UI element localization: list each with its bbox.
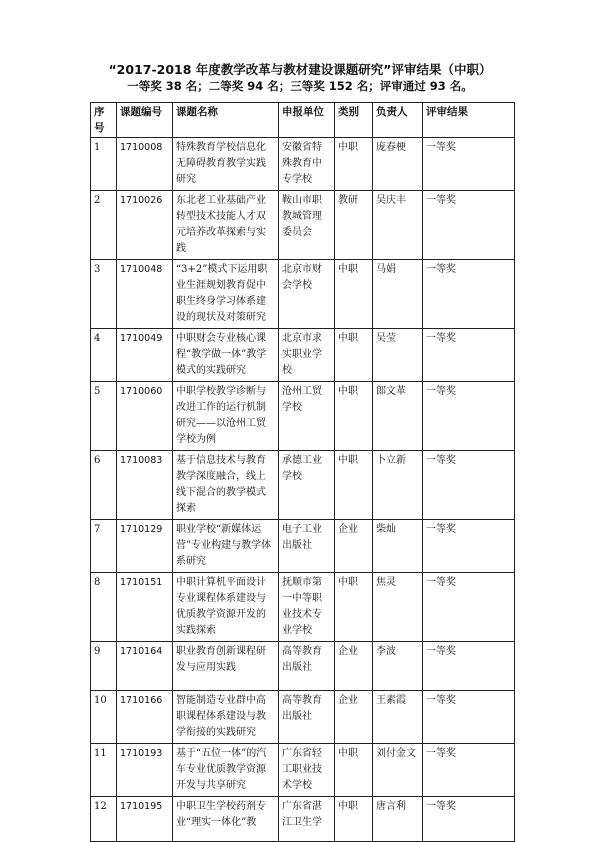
cell-leader: 刘付金文 bbox=[373, 744, 423, 797]
cell-code: 1710008 bbox=[117, 138, 173, 191]
cell-title: 特殊教育学校信息化无障碍教育教学实践研究 bbox=[173, 138, 279, 191]
cell-no: 9 bbox=[91, 642, 117, 691]
cell-unit: 高等教育出版社 bbox=[279, 691, 335, 744]
cell-code: 1710049 bbox=[117, 329, 173, 382]
cell-result: 一等奖 bbox=[423, 744, 515, 797]
table-row bbox=[91, 451, 515, 520]
cell-title: 基于信息技术与教育教学深度融合，线上线下混合的教学模式探索 bbox=[173, 451, 279, 520]
cell-leader: 王素霞 bbox=[373, 691, 423, 744]
cell-leader: 吴庆丰 bbox=[373, 191, 423, 260]
cell-result: 一等奖 bbox=[423, 520, 515, 573]
cell-result: 一等奖 bbox=[423, 797, 515, 842]
cell-leader: 郎文革 bbox=[373, 382, 423, 451]
cell-leader: 吴莹 bbox=[373, 329, 423, 382]
header-leader: 负责人 bbox=[373, 103, 423, 138]
cell-category: 中职 bbox=[335, 260, 373, 329]
cell-unit: 北京市求实职业学校 bbox=[279, 329, 335, 382]
cell-unit: 北京市财会学校 bbox=[279, 260, 335, 329]
table-row bbox=[91, 382, 515, 451]
cell-category: 中职 bbox=[335, 744, 373, 797]
cell-title: 中职卫生学校药剂专业“理实一体化”教 bbox=[173, 797, 279, 842]
table-row bbox=[91, 573, 515, 642]
cell-no: 3 bbox=[91, 260, 117, 329]
cell-code: 1710166 bbox=[117, 691, 173, 744]
cell-category: 中职 bbox=[335, 451, 373, 520]
cell-code: 1710083 bbox=[117, 451, 173, 520]
cell-leader: 卜立新 bbox=[373, 451, 423, 520]
cell-title: 职业教育创新课程研发与应用实践 bbox=[173, 642, 279, 691]
cell-no: 11 bbox=[91, 744, 117, 797]
cell-no: 12 bbox=[91, 797, 117, 842]
cell-code: 1710151 bbox=[117, 573, 173, 642]
cell-result: 一等奖 bbox=[423, 451, 515, 520]
header-code: 课题编号 bbox=[117, 103, 173, 138]
table-row bbox=[91, 191, 515, 260]
cell-code: 1710195 bbox=[117, 797, 173, 842]
cell-result: 一等奖 bbox=[423, 642, 515, 691]
table-row bbox=[91, 329, 515, 382]
cell-code: 1710060 bbox=[117, 382, 173, 451]
cell-no: 10 bbox=[91, 691, 117, 744]
table-header-row bbox=[91, 103, 515, 138]
cell-result: 一等奖 bbox=[423, 691, 515, 744]
table-row bbox=[91, 642, 515, 691]
cell-no: 1 bbox=[91, 138, 117, 191]
cell-leader: 焦灵 bbox=[373, 573, 423, 642]
cell-unit: 电子工业出版社 bbox=[279, 520, 335, 573]
cell-title: 中职计算机平面设计专业课程体系建设与优质教学资源开发的实践探索 bbox=[173, 573, 279, 642]
cell-category: 中职 bbox=[335, 329, 373, 382]
cell-title: 中职财会专业核心课程“教学做一体”教学模式的实践研究 bbox=[173, 329, 279, 382]
cell-category: 企业 bbox=[335, 691, 373, 744]
table-row bbox=[91, 260, 515, 329]
header-result: 评审结果 bbox=[423, 103, 515, 138]
cell-no: 7 bbox=[91, 520, 117, 573]
cell-leader: 唐言利 bbox=[373, 797, 423, 842]
cell-unit: 鞍山市职教城管理委员会 bbox=[279, 191, 335, 260]
table-row bbox=[91, 744, 515, 797]
cell-code: 1710164 bbox=[117, 642, 173, 691]
table-row bbox=[91, 138, 515, 191]
cell-category: 中职 bbox=[335, 573, 373, 642]
cell-result: 一等奖 bbox=[423, 573, 515, 642]
cell-unit: 抚顺市第一中等职业技术专业学校 bbox=[279, 573, 335, 642]
cell-no: 6 bbox=[91, 451, 117, 520]
table-row bbox=[91, 691, 515, 744]
header-unit: 申报单位 bbox=[279, 103, 335, 138]
cell-title: 基于“五位一体”的汽车专业优质教学资源开发与共享研究 bbox=[173, 744, 279, 797]
cell-code: 1710048 bbox=[117, 260, 173, 329]
cell-unit: 广东省湛江卫生学 bbox=[279, 797, 335, 842]
cell-code: 1710026 bbox=[117, 191, 173, 260]
cell-leader: 李波 bbox=[373, 642, 423, 691]
header-no: 序号 bbox=[91, 103, 117, 138]
cell-result: 一等奖 bbox=[423, 260, 515, 329]
cell-result: 一等奖 bbox=[423, 191, 515, 260]
cell-no: 8 bbox=[91, 573, 117, 642]
cell-title: 职业学校“新媒体运营”专业构建与教学体系研究 bbox=[173, 520, 279, 573]
cell-no: 4 bbox=[91, 329, 117, 382]
cell-leader: 马娟 bbox=[373, 260, 423, 329]
cell-title: 东北老工业基础产业转型技术技能人才双元培养改革探索与实践 bbox=[173, 191, 279, 260]
cell-unit: 高等教育出版社 bbox=[279, 642, 335, 691]
cell-code: 1710193 bbox=[117, 744, 173, 797]
cell-category: 中职 bbox=[335, 382, 373, 451]
cell-unit: 广东省轻工职业技术学校 bbox=[279, 744, 335, 797]
cell-unit: 承德工业学校 bbox=[279, 451, 335, 520]
cell-title: 中职学校教学诊断与改进工作的运行机制研究——以沧州工贸学校为例 bbox=[173, 382, 279, 451]
document-subtitle: 一等奖 38 名；二等奖 94 名；三等奖 152 名；评审通过 93 名。 bbox=[127, 79, 473, 93]
cell-category: 企业 bbox=[335, 520, 373, 573]
cell-category: 中职 bbox=[335, 138, 373, 191]
cell-unit: 沧州工贸学校 bbox=[279, 382, 335, 451]
cell-unit: 安徽省特殊教育中专学校 bbox=[279, 138, 335, 191]
cell-result: 一等奖 bbox=[423, 329, 515, 382]
cell-category: 中职 bbox=[335, 797, 373, 842]
cell-title: “3+2”模式下运用职业生涯规划教育促中职生终身学习体系建设的现状及对策研究 bbox=[173, 260, 279, 329]
header-category: 类别 bbox=[335, 103, 373, 138]
cell-title: 智能制造专业群中高职课程体系建设与教学衔接的实践研究 bbox=[173, 691, 279, 744]
cell-leader: 柴灿 bbox=[373, 520, 423, 573]
cell-result: 一等奖 bbox=[423, 382, 515, 451]
cell-category: 企业 bbox=[335, 642, 373, 691]
header-title: 课题名称 bbox=[173, 103, 279, 138]
document-title: “2017-2018 年度教学改革与教材建设课题研究”评审结果（中职） bbox=[108, 62, 492, 77]
cell-no: 2 bbox=[91, 191, 117, 260]
results-table bbox=[90, 102, 515, 842]
table-row bbox=[91, 797, 515, 842]
cell-code: 1710129 bbox=[117, 520, 173, 573]
table-row bbox=[91, 520, 515, 573]
cell-no: 5 bbox=[91, 382, 117, 451]
cell-leader: 庞春梗 bbox=[373, 138, 423, 191]
cell-result: 一等奖 bbox=[423, 138, 515, 191]
cell-category: 教研 bbox=[335, 191, 373, 260]
